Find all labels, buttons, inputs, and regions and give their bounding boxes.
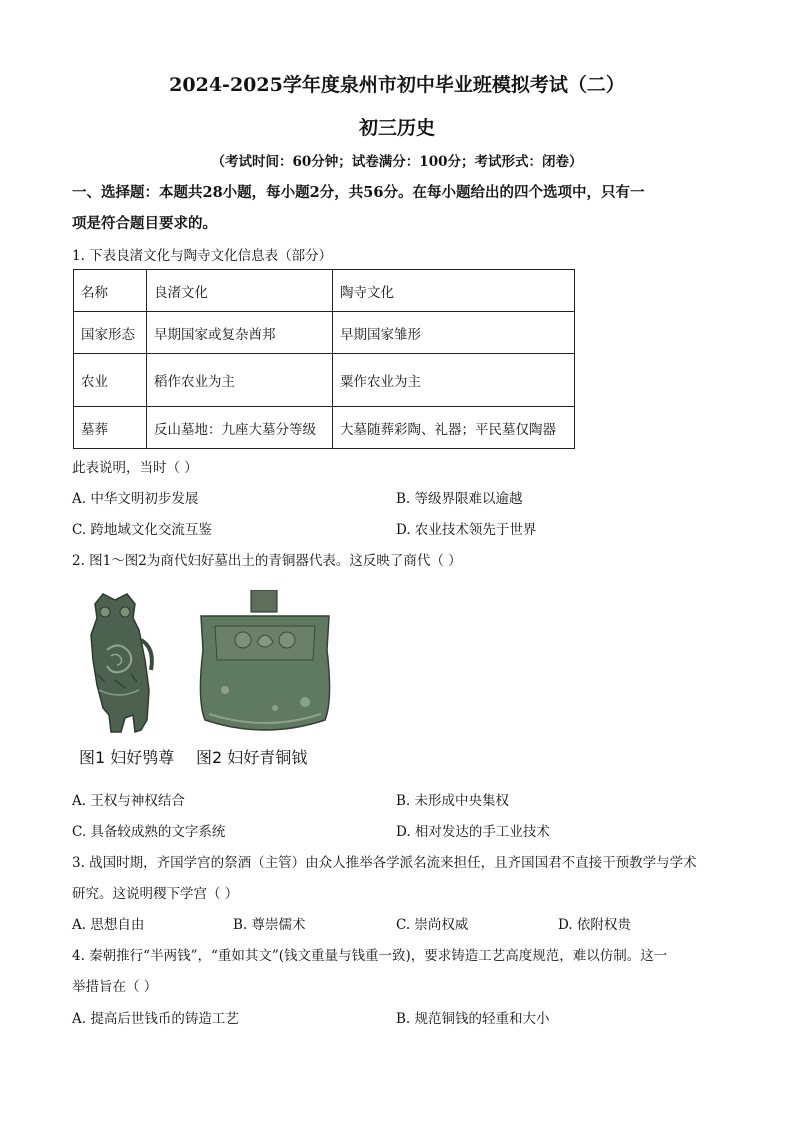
table-row <box>74 270 575 312</box>
table-cell: 名称 <box>74 270 147 312</box>
q4-option-b[interactable]: B. 规范铜钱的轻重和大小 <box>396 1011 550 1027</box>
exam-subject: 初三历史 <box>358 117 435 139</box>
q4-stem-line1: 4. 秦朝推行“半两钱”，“重如其文”(钱文重量与钱重一致)，要求铸造工艺高度规范，难以仿制。这一 <box>72 948 668 964</box>
table-cell: 农业 <box>74 354 147 407</box>
q4-option-a[interactable]: A. 提高后世钱币的铸造工艺 <box>72 1011 239 1027</box>
table-cell: 稻作农业为主 <box>147 354 333 407</box>
table-cell: 国家形态 <box>74 312 147 354</box>
q2-option-a[interactable]: A. 王权与神权结合 <box>72 793 185 809</box>
bronze-artifacts-figure <box>75 590 335 770</box>
culture-info-table <box>73 269 575 449</box>
table-row <box>74 354 575 407</box>
owl-zun-image <box>91 594 152 732</box>
q2-option-b[interactable]: B. 未形成中央集权 <box>396 793 510 809</box>
q1-stem: 1. 下表良渚文化与陶寺文化信息表（部分） <box>72 248 333 264</box>
section-heading-line1: 一、选择题：本题共28小题，每小题2分，共56分。在每小题给出的四个选项中，只有一 <box>72 184 645 201</box>
q4-stem-line2: 举措旨在（ ） <box>72 979 158 995</box>
q3-option-b[interactable]: B. 尊崇儒术 <box>233 917 306 933</box>
bronze-yue-axe-image <box>200 590 329 730</box>
fig2-caption: 图2 妇好青铜钺 <box>196 748 308 767</box>
section-heading-line2: 项是符合题目要求的。 <box>72 215 217 232</box>
q3-option-d[interactable]: D. 依附权贵 <box>558 917 631 933</box>
fig1-caption: 图1 妇好鸮尊 <box>79 748 175 767</box>
q1-option-b[interactable]: B. 等级界限难以逾越 <box>396 491 523 507</box>
table-cell: 良渚文化 <box>147 270 333 312</box>
q2-stem: 2. 图1～图2为商代妇好墓出土的青铜器代表。这反映了商代（ ） <box>72 553 462 569</box>
table-cell: 早期国家雏形 <box>333 312 575 354</box>
q3-stem-line1: 3. 战国时期，齐国学宫的祭酒（主管）由众人推举各学派名流来担任，且齐国国君不直接干预教学与学术 <box>72 855 697 871</box>
q1-option-a[interactable]: A. 中华文明初步发展 <box>72 491 199 507</box>
table-cell: 墓葬 <box>74 407 147 449</box>
q1-option-c[interactable]: C. 跨地域文化交流互鉴 <box>72 522 212 538</box>
table-cell: 陶寺文化 <box>333 270 575 312</box>
q1-question: 此表说明，当时（ ） <box>72 460 198 476</box>
table-cell: 早期国家或复杂酋邦 <box>147 312 333 354</box>
q3-option-a[interactable]: A. 思想自由 <box>72 917 145 933</box>
table-cell: 粟作农业为主 <box>333 354 575 407</box>
table-row <box>74 407 575 449</box>
q3-stem-line2: 研究。这说明稷下学宫（ ） <box>72 886 239 902</box>
q2-option-d[interactable]: D. 相对发达的手工业技术 <box>396 824 550 840</box>
table-row <box>74 312 575 354</box>
table-cell: 反山墓地：九座大墓分等级 <box>147 407 333 449</box>
q3-option-c[interactable]: C. 崇尚权威 <box>396 917 469 933</box>
q2-option-c[interactable]: C. 具备较成熟的文字系统 <box>72 824 226 840</box>
table-cell: 大墓随葬彩陶、礼器；平民墓仅陶器 <box>333 407 575 449</box>
exam-title: 2024-2025学年度泉州市初中毕业班模拟考试（二） <box>169 74 625 96</box>
q1-option-d[interactable]: D. 农业技术领先于世界 <box>396 522 537 538</box>
exam-info: （考试时间：60分钟；试卷满分：100分；考试形式：闭卷） <box>211 154 583 170</box>
